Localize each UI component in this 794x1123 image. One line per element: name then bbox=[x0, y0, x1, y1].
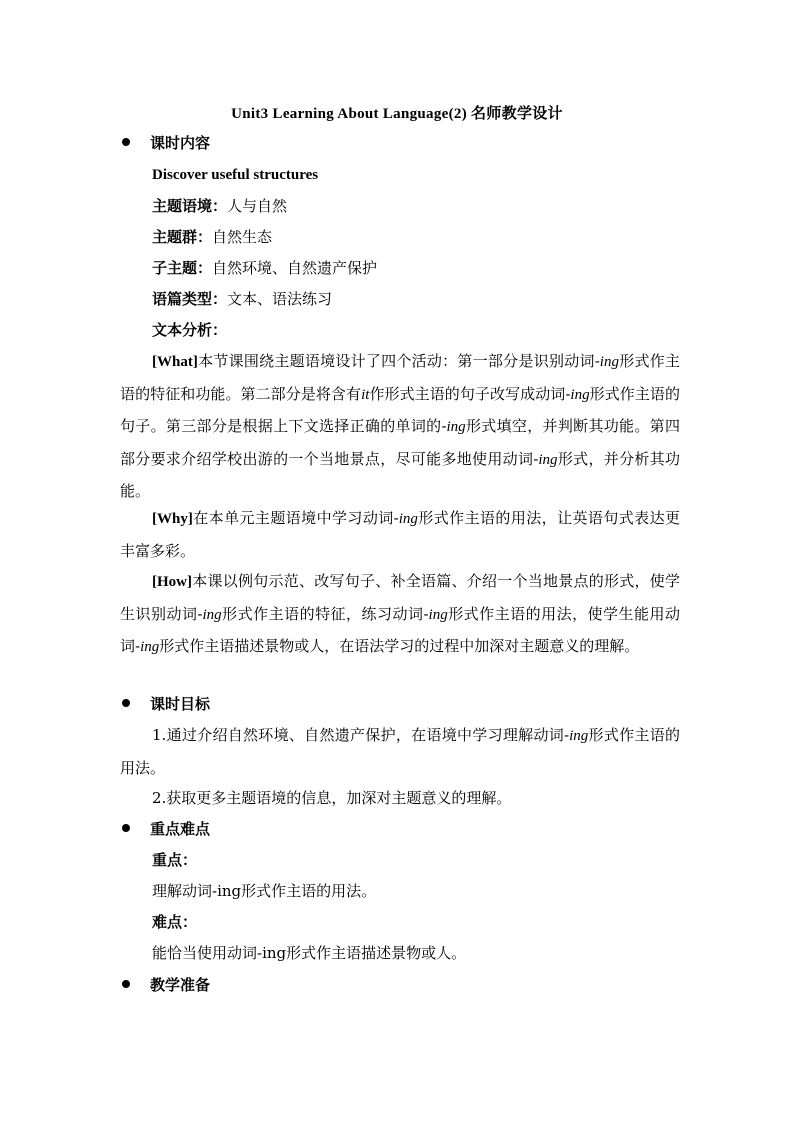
difficulty-label: 难点： bbox=[152, 913, 198, 931]
document-title: Unit3 Learning About Language(2) 名师教学设计 bbox=[231, 106, 563, 122]
objective-2: 2.获取更多主题语境的信息，加深对主题意义的理解。 bbox=[152, 789, 512, 807]
bullet-icon bbox=[122, 699, 130, 707]
section-heading-preparation: 教学准备 bbox=[122, 975, 210, 995]
theme-context-row: 主题语境：人与自然 bbox=[152, 197, 288, 215]
section-heading-lesson-content: 课时内容 bbox=[122, 133, 210, 153]
text-analysis-label: 文本分析： bbox=[152, 321, 228, 339]
genre-row: 语篇类型：文本、语法练习 bbox=[152, 290, 333, 308]
subtheme-row: 子主题：自然环境、自然遗产保护 bbox=[152, 259, 378, 277]
section-heading-key-points: 重点难点 bbox=[122, 819, 210, 839]
key-point-label: 重点： bbox=[152, 851, 198, 869]
section-heading-objectives: 课时目标 bbox=[122, 694, 210, 714]
what-paragraph: [What]本节课围绕主题语境设计了四个活动：第一部分是识别动词-ing形式作主语的特征和功能。第二部分是将含有it作形式主语的句子改写成动词-ing形式作主语的句子。第三部分是根据上下文选择正确的单词的-ing形式填空，并判断其功能。第四部分要求介绍学校出游的一个当地景点，尽可能多地使用动词-ing形式，并分析其功能。 bbox=[120, 352, 680, 500]
key-point-text: 理解动词-ing形式作主语的用法。 bbox=[152, 882, 377, 900]
theme-group-row: 主题群：自然生态 bbox=[152, 228, 273, 246]
objective-1: 1.通过介绍自然环境、自然遗产保护，在语境中学习理解动词-ing形式作主语的用法。 bbox=[120, 726, 680, 777]
lesson-subtitle: Discover useful structures bbox=[152, 167, 319, 183]
bullet-icon bbox=[122, 138, 130, 146]
how-paragraph: [How]本课以例句示范、改写句子、补全语篇、介绍一个当地景点的形式，使学生识别动词-ing形式作主语的特征，练习动词-ing形式作主语的用法，使学生能用动词-ing形式作主语描述景物或人，在语法学习的过程中加深对主题意义的理解。 bbox=[120, 572, 680, 655]
bullet-icon bbox=[122, 824, 130, 832]
bullet-icon bbox=[122, 980, 130, 988]
why-paragraph: [Why]在本单元主题语境中学习动词-ing形式作主语的用法，让英语句式表达更丰富多彩。 bbox=[120, 509, 680, 560]
difficulty-text: 能恰当使用动词-ing形式作主语描述景物或人。 bbox=[152, 944, 467, 962]
